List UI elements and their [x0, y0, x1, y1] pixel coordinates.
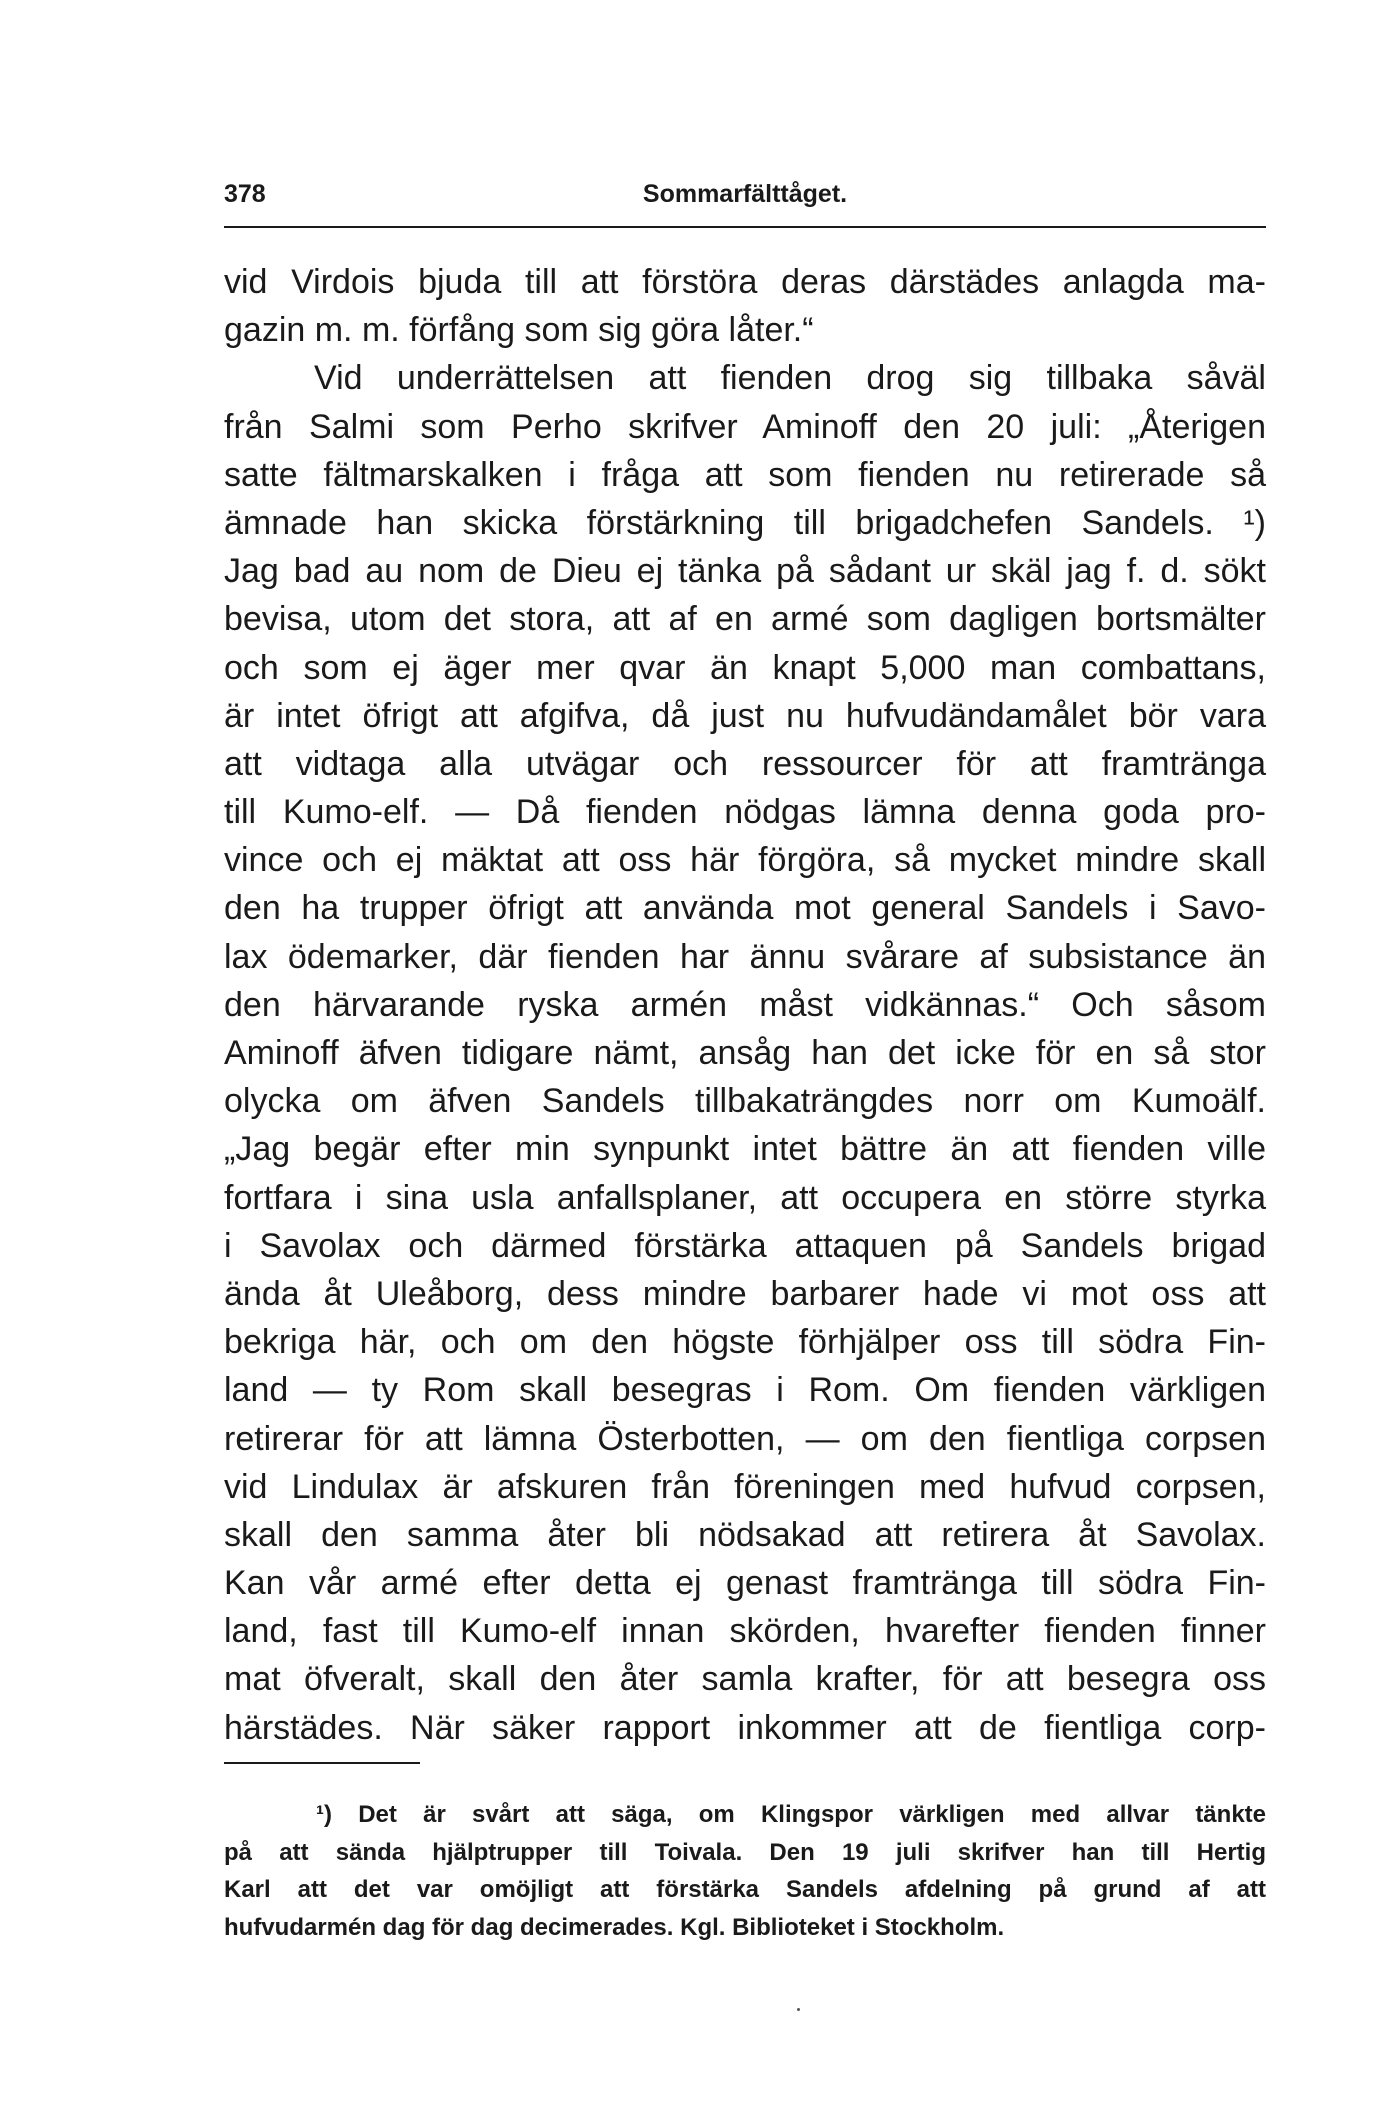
body-line: mat öfveralt, skall den åter samla krafter, för att besegra oss — [224, 1660, 1266, 1699]
running-head — [224, 178, 1266, 218]
body-line: den härvarande ryska armén måst vidkännas.“ Och såsom — [224, 985, 1266, 1024]
body-line: lax ödemarker, där fienden har ännu svårare af subsistance än — [224, 937, 1266, 976]
body-line: i Savolax och därmed förstärka attaquen på Sandels brigad — [224, 1226, 1266, 1265]
body-text — [224, 258, 1266, 1752]
body-line: vid Lindulax är afskuren från föreningen med hufvud corpsen, — [224, 1467, 1266, 1506]
body-line: den ha trupper öfrigt att använda mot general Sandels i Savo- — [224, 889, 1266, 928]
body-line: retirerar för att lämna Österbotten, — om den fientliga corpsen — [224, 1419, 1266, 1458]
page-number: 378 — [224, 180, 266, 208]
body-line: ända åt Uleåborg, dess mindre barbarer hade vi mot oss att — [224, 1274, 1266, 1313]
footnote-rule — [224, 1762, 420, 1764]
body-line: satte fältmarskalken i fråga att som fienden nu retirerade så — [224, 455, 1266, 494]
body-line: skall den samma åter bli nödsakad att retirera åt Savolax. — [224, 1515, 1266, 1554]
body-line: olycka om äfven Sandels tillbakaträngdes norr om Kumoälf. — [224, 1082, 1266, 1121]
body-line: fortfara i sina usla anfallsplaner, att occupera en större styrka — [224, 1178, 1266, 1217]
body-line: härstädes. När säker rapport inkommer att de fientliga corp- — [224, 1708, 1266, 1747]
body-line: att vidtaga alla utvägar och ressourcer för att framtränga — [224, 744, 1266, 783]
body-line: gazin m. m. förfång som sig göra låter.“ — [224, 311, 814, 350]
body-line: och som ej äger mer qvar än knapt 5,000 man combattans, — [224, 648, 1266, 687]
footnote-line: hufvudarmén dag för dag decimerades. Kgl. Biblioteket i Stockholm. — [224, 1913, 1005, 1941]
body-line: bekriga här, och om den högste förhjälper oss till södra Fin- — [224, 1323, 1266, 1362]
body-line: „Jag begär efter min synpunkt intet bättre än att fienden ville — [224, 1130, 1266, 1169]
running-title: Sommarfälttåget. — [642, 180, 848, 208]
body-line: bevisa, utom det stora, att af en armé som dagligen bortsmälter — [224, 600, 1266, 639]
body-line: land, fast till Kumo-elf innan skörden, hvarefter fienden finner — [224, 1612, 1266, 1651]
ink-speck — [797, 2008, 800, 2011]
footnote-line: på att sända hjälptrupper till Toivala. Den 19 juli skrifver han till Hertig — [224, 1838, 1266, 1866]
body-line: Aminoff äfven tidigare nämt, ansåg han det icke för en så stor — [224, 1034, 1266, 1072]
body-line: land — ty Rom skall besegras i Rom. Om fienden värkligen — [224, 1371, 1266, 1410]
body-line: vid Virdois bjuda till att förstöra deras därstädes anlagda ma- — [224, 263, 1266, 301]
footnote-line: ¹) Det är svårt att säga, om Klingspor värkligen med allvar tänkte — [316, 1801, 1266, 1828]
body-line: Kan vår armé efter detta ej genast framtränga till södra Fin- — [224, 1564, 1266, 1603]
body-line: från Salmi som Perho skrifver Aminoff den 20 juli: „Återigen — [224, 407, 1266, 446]
body-line: vince och ej mäktat att oss här förgöra, så mycket mindre skall — [224, 841, 1266, 880]
body-line: är intet öfrigt att afgifva, då just nu hufvudändamålet bör vara — [224, 696, 1266, 735]
body-line: till Kumo-elf. — Då fienden nödgas lämna denna goda pro- — [224, 793, 1266, 832]
header-rule — [224, 226, 1266, 228]
footnote-line: Karl att det var omöjligt att förstärka Sandels afdelning på grund af att — [224, 1876, 1266, 1903]
body-line: Vid underrättelsen att fienden drog sig tillbaka såväl — [314, 359, 1266, 398]
footnote — [224, 1796, 1266, 1946]
body-line: ämnade han skicka förstärkning till brigadchefen Sandels. ¹) — [224, 503, 1266, 542]
body-line: Jag bad au nom de Dieu ej tänka på sådant ur skäl jag f. d. sökt — [224, 552, 1266, 591]
